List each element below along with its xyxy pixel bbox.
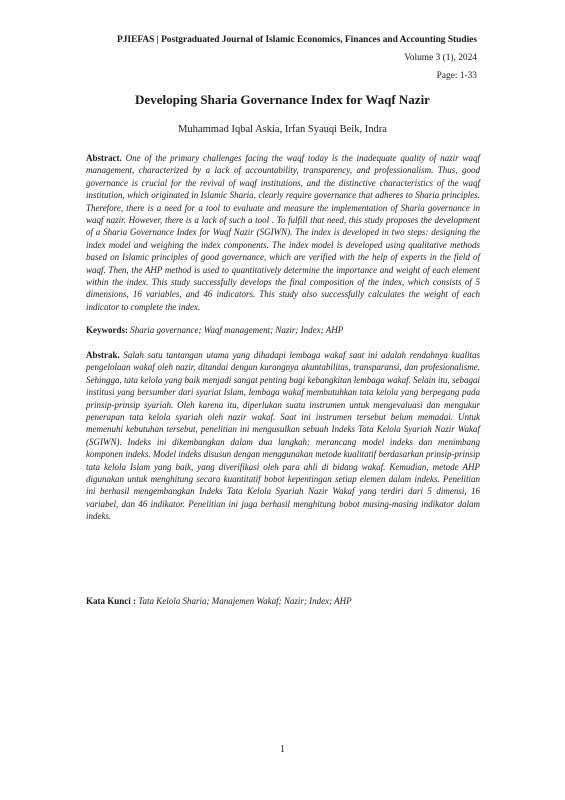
abstrak-label: Abstrak. — [86, 350, 124, 360]
page-number: 1 — [279, 744, 286, 755]
abstract-label: Abstract. — [86, 153, 126, 163]
page-range: Page: 1-33 — [436, 71, 477, 81]
paper-authors: Muhammad Iqbal Askia, Irfan Syauqi Beik, Indra — [178, 124, 387, 135]
keywords-english — [86, 325, 480, 335]
kata-kunci-label: Kata Kunci : — [86, 596, 139, 606]
abstrak-text: Salah satu tantangan utama yang dihadapi lembaga wakaf saat ini adalah rendahnya kualitas pengelolaan wakaf oleh nazir, ditandai dengan kurangnya akuntabilitas, transparansi, dan profesionalisme. Sehingga, tata kelola yang baik menjadi sangat penting bagi kebangkitan lembaga wakaf. Selain itu, sebagai institusi yang bersumber dari syariat Islam, lembaga wakaf membutuhkan tata kelola yang berpegang pada prinsip-prinsip syariah. Oleh karena itu, diperlukan suatu instrumen untuk mengevaluasi dan mengukur penerapan tata kelola syariah oleh nazir wakaf. Saat ini instrumen tersebut belum memadai. Untuk memenuhi kebutuhan tersebut, penelitian ini mengusulkan sebuah Indeks Tata Kelola Syariah Nazir Wakaf (SGIWN). Indeks ini dikembangkan dalam dua langkah: merancang model indeks dan menimbang komponen indeks. Model indeks disusun dengan menggunakan metode kualitatif berdasarkan prinsip-prinsip tata kelola Islam yang baik, yang diverifikasi oleh para ahli di bidang wakaf. Kemudian, metode AHP digunakan untuk menghitung secara kuantitatif bobot kepentingan setiap elemen dalam indeks. Penelitian ini berhasil mengembangkan Indeks Tata Kelola Syariah Nazir Wakaf yang terdiri dari 5 dimensi, 16 variabel, dan 46 indikator. Penelitian ini juga berhasil menghitung bobot masing-masing indikator dalam indeks. — [86, 350, 480, 522]
journal-name: PJIEFAS | Postgraduated Journal of Islamic Economics, Finances and Accounting Studies — [117, 35, 477, 45]
abstract-indonesian — [86, 349, 480, 523]
kata-kunci-text: Tata Kelola Sharia; Manajemen Wakaf; Nazir; Index; AHP — [138, 596, 352, 606]
paper-title: Developing Sharia Governance Index for Waqf Nazir — [135, 92, 430, 107]
abstract-text: One of the primary challenges facing the waqf today is the inadequate quality of nazir waqf management, characterized by a lack of accountability, transparency, and professionalism. Thus, good governance is crucial for the revival of waqf institutions, and the distinctive characteristics of the waqf institution, which originated in Islamic Sharia, clearly require governance that adheres to Sharia principles. Therefore, there is a need for a tool to evaluate and measure the implementation of Sharia governance in waqf nazir. However, there is a lack of such a tool . To fulfill that need, this study proposes the development of a Sharia Governance Index for Waqf Nazir (SGIWN). The index is developed in two steps: designing the index model and weighing the index components. The index model is developed using qualitative methods based on Islamic principles of good governance, which are verified with the help of experts in the field of waqf. Then, the AHP method is used to quantitatively determine the importance and weight of each element within the index. This study successfully develops the final composition of the index, which consists of 5 dimensions, 16 variables, and 46 indicators. This study also successfully calculates the weight of each indicator to complete the index. — [86, 153, 480, 312]
keywords-label: Keywords: — [86, 325, 131, 335]
keywords-indonesian — [86, 596, 480, 606]
keywords-text: Sharia governance; Waqf management; Nazir; Index; AHP — [130, 325, 344, 335]
abstract-english — [86, 152, 480, 313]
journal-volume: Volume 3 (1), 2024 — [404, 53, 477, 63]
